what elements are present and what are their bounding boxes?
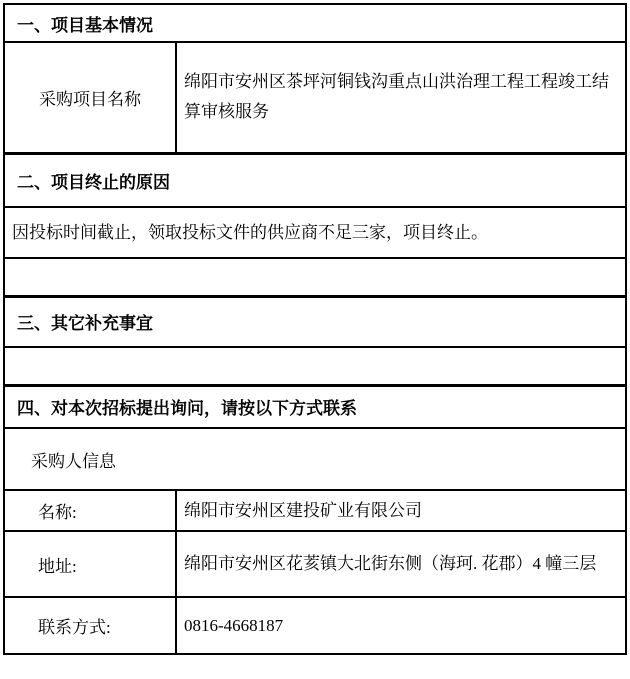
purchaser-info-subtitle: 采购人信息 (4, 428, 626, 490)
purchaser-contact-label: 联系方式: (4, 597, 176, 654)
empty-cell (4, 258, 626, 296)
section-3-title: 三、其它补充事宜 (4, 296, 626, 347)
termination-reason-row (4, 207, 626, 258)
section-4-header-row (4, 385, 626, 428)
section-3-header-row (4, 296, 626, 347)
section-2-header-row (4, 153, 626, 207)
empty-row (4, 258, 626, 296)
purchaser-contact-value: 0816-4668187 (176, 597, 626, 654)
project-name-label: 采购项目名称 (4, 42, 176, 153)
purchaser-address-label: 地址: (4, 531, 176, 597)
termination-reason-text: 因投标时间截止，领取投标文件的供应商不足三家，项目终止。 (4, 207, 626, 258)
project-name-row (4, 42, 626, 153)
purchaser-contact-row (4, 597, 626, 654)
purchaser-name-value: 绵阳市安州区建投矿业有限公司 (176, 490, 626, 531)
purchaser-address-row (4, 531, 626, 597)
purchaser-name-row (4, 490, 626, 531)
section-1-title: 一、项目基本情况 (4, 4, 626, 42)
purchaser-info-row (4, 428, 626, 490)
termination-notice-table (3, 3, 627, 655)
purchaser-name-label: 名称: (4, 490, 176, 531)
empty-cell (4, 347, 626, 385)
section-2-title: 二、项目终止的原因 (4, 153, 626, 207)
section-1-header-row (4, 4, 626, 42)
empty-row (4, 347, 626, 385)
project-name-value: 绵阳市安州区茶坪河铜钱沟重点山洪治理工程工程竣工结算审核服务 (176, 42, 626, 153)
purchaser-address-value: 绵阳市安州区花荄镇大北街东侧（海珂. 花郡）4 幢三层 (176, 531, 626, 597)
section-4-title: 四、对本次招标提出询问，请按以下方式联系 (4, 385, 626, 428)
